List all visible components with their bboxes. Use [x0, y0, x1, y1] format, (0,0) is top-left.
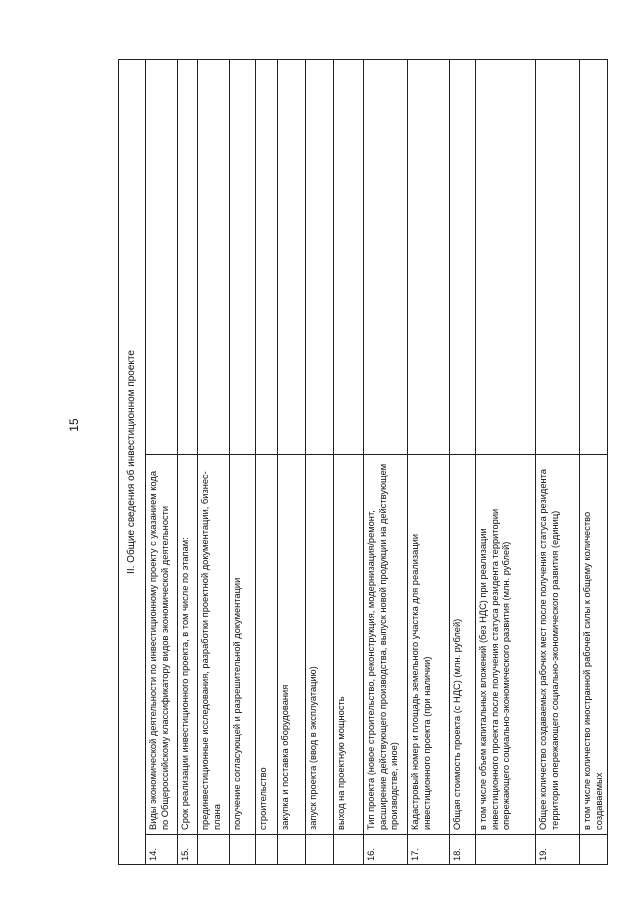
table-row	[278, 60, 306, 865]
row-description: Кадастровый номер и площадь земельного участка для реализации инвестиционного проекта (при наличии)	[408, 455, 450, 835]
table-row	[476, 60, 536, 865]
investment-project-table	[118, 59, 608, 865]
row-description: запуск проекта (ввод в эксплуатацию)	[306, 455, 334, 835]
row-description: выход на проектную мощность	[334, 455, 364, 835]
row-value-cell[interactable]	[364, 60, 408, 455]
row-number: 14.	[146, 835, 178, 865]
row-value-cell[interactable]	[230, 60, 256, 455]
section-header-row	[119, 60, 146, 865]
row-description: закупка и поставка оборудования	[278, 455, 306, 835]
row-value-cell[interactable]	[476, 60, 536, 455]
row-number	[198, 835, 230, 865]
row-description: Виды экономической деятельности по инвестиционному проекту с указанием кода по Общероссийскому классификатору видов экономической деятельности	[146, 455, 178, 835]
row-value-cell[interactable]	[450, 60, 476, 455]
table-row	[256, 60, 278, 865]
row-description: Тип проекта (новое строительство, реконструкция, модернизация/ремонт, расширение действующего производства, выпуск новой продукции на действующем производстве, иное)	[364, 455, 408, 835]
table-row	[198, 60, 230, 865]
table-row	[536, 60, 580, 865]
table-row	[306, 60, 334, 865]
row-description: строительство	[256, 455, 278, 835]
table-row	[364, 60, 408, 865]
row-number	[256, 835, 278, 865]
row-number	[476, 835, 536, 865]
row-value-cell[interactable]	[146, 60, 178, 455]
row-number: 16.	[364, 835, 408, 865]
row-description: прединвестиционные исследования, разработки проектной документации, бизнес-плана	[198, 455, 230, 835]
row-value-cell[interactable]	[278, 60, 306, 455]
row-number: 19.	[536, 835, 580, 865]
table-body	[146, 60, 608, 865]
row-number	[230, 835, 256, 865]
section-title: II. Общие сведения об инвестиционном проекте	[119, 60, 146, 865]
row-number	[334, 835, 364, 865]
row-value-cell[interactable]	[408, 60, 450, 455]
row-description: Общее количество создаваемых рабочих мест после получения статуса резидента территории опережающего социально-экономического развития (единиц)	[536, 455, 580, 835]
row-number	[306, 835, 334, 865]
table-row	[334, 60, 364, 865]
row-value-cell[interactable]	[198, 60, 230, 455]
table-row	[178, 60, 198, 865]
table-row	[450, 60, 476, 865]
row-number: 15.	[178, 835, 198, 865]
row-value-cell[interactable]	[256, 60, 278, 455]
row-number: 18.	[450, 835, 476, 865]
table-row	[146, 60, 178, 865]
page-number: 15	[67, 418, 81, 432]
row-description: получение согласующей и разрешительной документации	[230, 455, 256, 835]
table-row	[408, 60, 450, 865]
table-sheet	[118, 60, 604, 865]
row-value-cell[interactable]	[334, 60, 364, 455]
row-number	[278, 835, 306, 865]
table-row	[580, 60, 608, 865]
table-row	[230, 60, 256, 865]
row-value-cell[interactable]	[580, 60, 608, 455]
row-description: в том числе объем капитальных вложений (без НДС) при реализации инвестиционного проекта после получения статуса резидента территории опережающего социально-экономического развития (млн. рублей)	[476, 455, 536, 835]
row-number	[580, 835, 608, 865]
row-number: 17.	[408, 835, 450, 865]
row-description: в том числе количество иностранной рабочей силы к общему количество создаваемых	[580, 455, 608, 835]
row-value-cell[interactable]	[178, 60, 198, 455]
row-description: Общая стоимость проекта (с НДС) (млн. рублей)	[450, 455, 476, 835]
rotated-table-container	[118, 60, 604, 865]
row-description: Срок реализации инвестиционного проекта, в том числе по этапам:	[178, 455, 198, 835]
row-value-cell[interactable]	[536, 60, 580, 455]
row-value-cell[interactable]	[306, 60, 334, 455]
